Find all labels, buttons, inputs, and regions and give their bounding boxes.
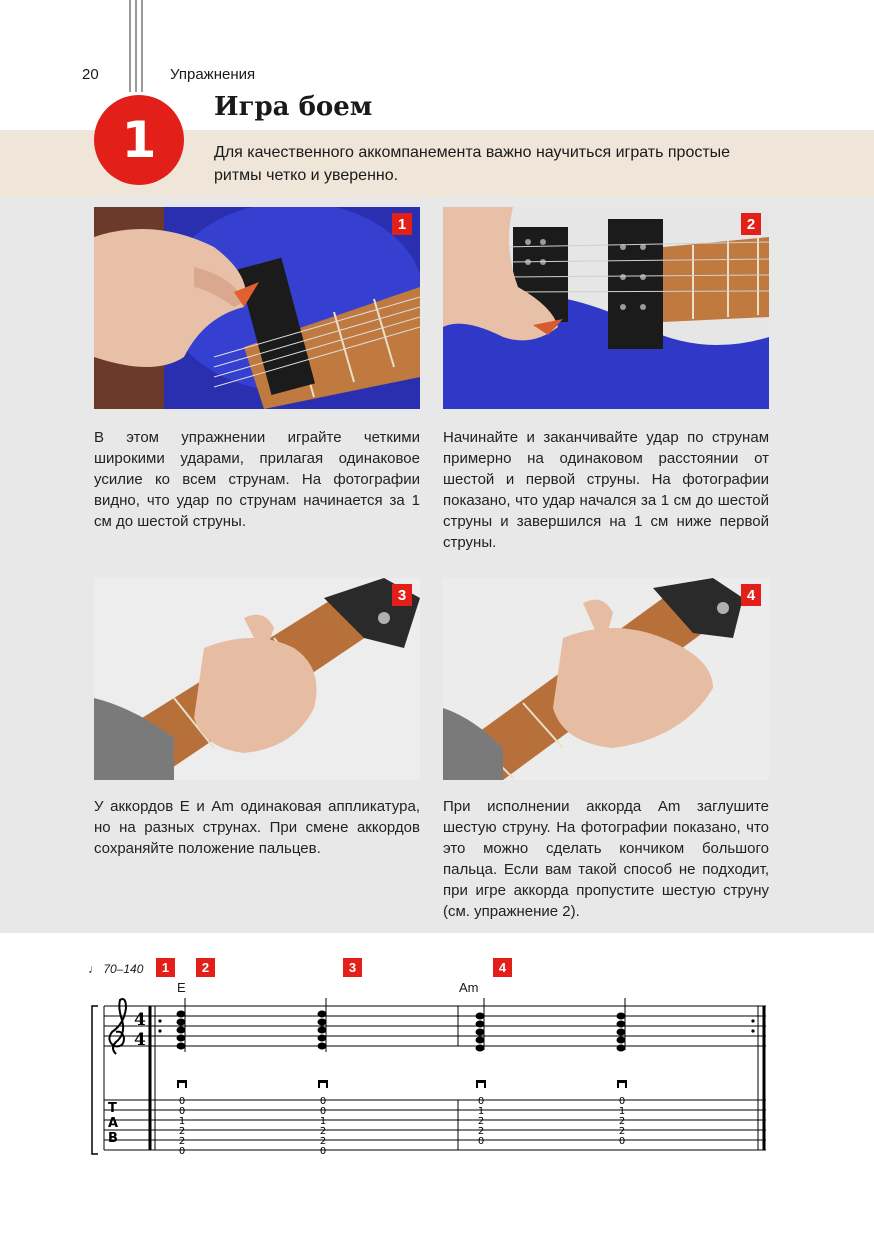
tab-label: A xyxy=(108,1116,119,1131)
photo-caption: Начинайте и заканчивайте удар по струнам примерно на одинаковом расстоянии от шестой и первой струны. На фотографии показано, что удар начался за 1 см до шестой струны и завершился на 1 см ниже первой струны. xyxy=(443,429,769,551)
photo-badge: 4 xyxy=(741,584,761,606)
time-signature-top: 4 xyxy=(134,1010,146,1030)
tab-number: 0 xyxy=(618,1136,626,1147)
tab-number: 0 xyxy=(477,1136,485,1147)
tab-number: 2 xyxy=(477,1116,485,1127)
intro-text: Для качественного аккомпанемента важно научиться играть простые ритмы четко и уверенно. xyxy=(214,144,731,184)
tab-number: 0 xyxy=(618,1096,626,1107)
tab-number: 0 xyxy=(178,1146,186,1157)
section-title: Упражнения xyxy=(170,66,256,83)
measure-marker: 4 xyxy=(493,958,512,977)
chord-name: Am xyxy=(459,980,479,995)
photo-3 xyxy=(94,578,420,780)
tab-number: 2 xyxy=(178,1126,186,1137)
measure-marker: 3 xyxy=(343,958,362,977)
page-number: 20 xyxy=(82,66,99,83)
tab-number: 0 xyxy=(178,1106,186,1117)
tab-number: 0 xyxy=(319,1106,327,1117)
photo-badge: 1 xyxy=(392,213,412,235)
photo-caption: У аккордов E и Am одинаковая аппликатура, но на разных струнах. При смене аккордов сохраняйте положение пальцев. xyxy=(94,798,420,857)
tab-number: 1 xyxy=(477,1106,485,1117)
binding-line xyxy=(135,0,137,92)
photo-badge: 2 xyxy=(741,213,761,235)
photo-caption: При исполнении аккорда Am заглушите шестую струну. На фотографии показано, что это можно сделать кончиком большого пальца. Если вам такой способ не подходит, при игре аккорда пропустите шестую струну (см. упражнение 2). xyxy=(443,798,769,920)
tab-number: 1 xyxy=(618,1106,626,1117)
exercise-number-circle: 1 xyxy=(94,95,184,185)
measure-marker: 2 xyxy=(196,958,215,977)
tab-label: B xyxy=(108,1131,118,1146)
tab-number: 0 xyxy=(319,1096,327,1107)
tab-number: 0 xyxy=(477,1096,485,1107)
time-signature-bottom: 4 xyxy=(134,1030,146,1050)
tab-number: 0 xyxy=(319,1146,327,1157)
tab-number: 2 xyxy=(618,1126,626,1137)
measure-marker: 1 xyxy=(156,958,175,977)
photo-4 xyxy=(443,578,769,780)
photo-badge: 3 xyxy=(392,584,412,606)
tab-number: 2 xyxy=(319,1126,327,1137)
tab-number: 2 xyxy=(618,1116,626,1127)
photo-caption: В этом упражнении играйте четкими широкими ударами, прилагая одинаковое усилие ко всем струнам. На фотографии видно, что удар по струнам начинается за 1 см до шестой струны. xyxy=(94,429,420,530)
photo-2 xyxy=(443,207,769,409)
tab-number: 2 xyxy=(178,1136,186,1147)
chord-name: E xyxy=(177,980,186,995)
binding-line xyxy=(129,0,131,92)
music-notation xyxy=(88,994,778,1158)
tab-number: 2 xyxy=(477,1126,485,1137)
tab-number: 1 xyxy=(319,1116,327,1127)
photo-1 xyxy=(94,207,420,409)
binding-line xyxy=(141,0,143,92)
tab-label: T xyxy=(108,1101,117,1116)
tab-number: 0 xyxy=(178,1096,186,1107)
tab-number: 1 xyxy=(178,1116,186,1127)
tempo-marking: ♩ 70–140 xyxy=(88,962,144,976)
exercise-title: Игра боем xyxy=(214,92,373,122)
tab-number: 2 xyxy=(319,1136,327,1147)
